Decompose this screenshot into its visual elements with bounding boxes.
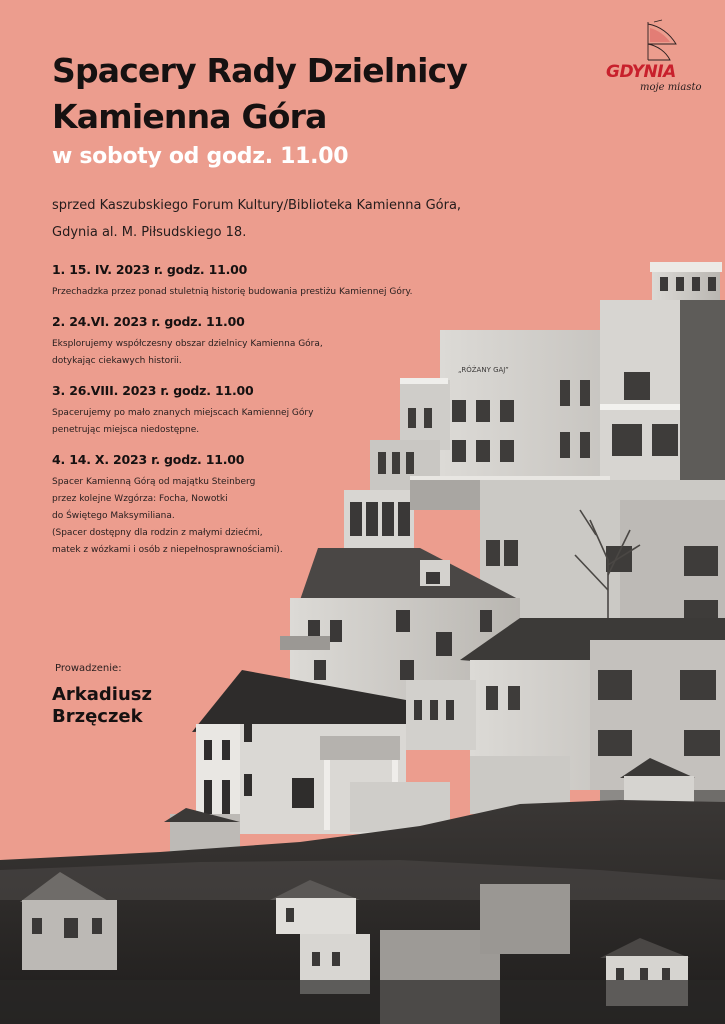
logo-name: GDYNIA	[606, 62, 676, 82]
walk-item	[52, 262, 472, 301]
leader-label: Prowadzenie:	[55, 663, 122, 674]
poster-subtitle: w soboty od godz. 11.00	[52, 144, 349, 169]
walk-item	[52, 383, 472, 439]
logo-tagline: moje miasto	[640, 82, 702, 93]
title-line-2: Kamienna Góra	[52, 97, 327, 136]
leader-name-line-1: Arkadiusz	[52, 684, 152, 705]
walk-line: Eksplorujemy współczesny obszar dzielnicy Kamienna Góra,	[52, 339, 323, 349]
walk-line: matek z wózkami i osób z niepełnosprawnościami).	[52, 545, 283, 555]
walk-item	[52, 452, 472, 559]
place-line-1: sprzed Kaszubskiego Forum Kultury/Biblioteka Kamienna Góra,	[52, 198, 462, 213]
leader-name-line-2: Brzęczek	[52, 706, 143, 727]
meeting-place	[52, 192, 461, 246]
building-sign: „RÓŻANY GAJ”	[458, 366, 509, 374]
walk-item	[52, 314, 472, 370]
walks-list	[52, 262, 472, 572]
walk-line: do Świętego Maksymiliana.	[52, 511, 175, 521]
walk-date: 4. 14. X. 2023 r. godz. 11.00	[52, 452, 245, 467]
walk-line: dotykając ciekawych historii.	[52, 356, 182, 366]
poster-title	[52, 48, 467, 140]
walk-date: 3. 26.VIII. 2023 r. godz. 11.00	[52, 383, 254, 398]
walk-description	[52, 336, 472, 370]
gdynia-logo	[604, 18, 704, 98]
walk-description	[52, 284, 472, 301]
walk-description	[52, 474, 472, 559]
walk-line: przez kolejne Wzgórza: Focha, Nowotki	[52, 494, 228, 504]
sail-icon	[604, 18, 704, 68]
walk-date: 1. 15. IV. 2023 r. godz. 11.00	[52, 262, 248, 277]
walk-line: Spacer Kamienną Górą od majątku Steinberg	[52, 477, 256, 487]
walk-description	[52, 405, 472, 439]
leader-name	[52, 684, 152, 728]
walk-line: penetrując miejsca niedostępne.	[52, 425, 200, 435]
place-line-2: Gdynia al. M. Piłsudskiego 18.	[52, 225, 247, 240]
walk-line: (Spacer dostępny dla rodzin z małymi dziećmi,	[52, 528, 263, 538]
walk-line: Spacerujemy po mało znanych miejscach Kamiennej Góry	[52, 408, 314, 418]
title-line-1: Spacery Rady Dzielnicy	[52, 51, 468, 90]
walk-date: 2. 24.VI. 2023 r. godz. 11.00	[52, 314, 245, 329]
walk-line: Przechadzka przez ponad stuletnią historię budowania prestiżu Kamiennej Góry.	[52, 287, 413, 297]
